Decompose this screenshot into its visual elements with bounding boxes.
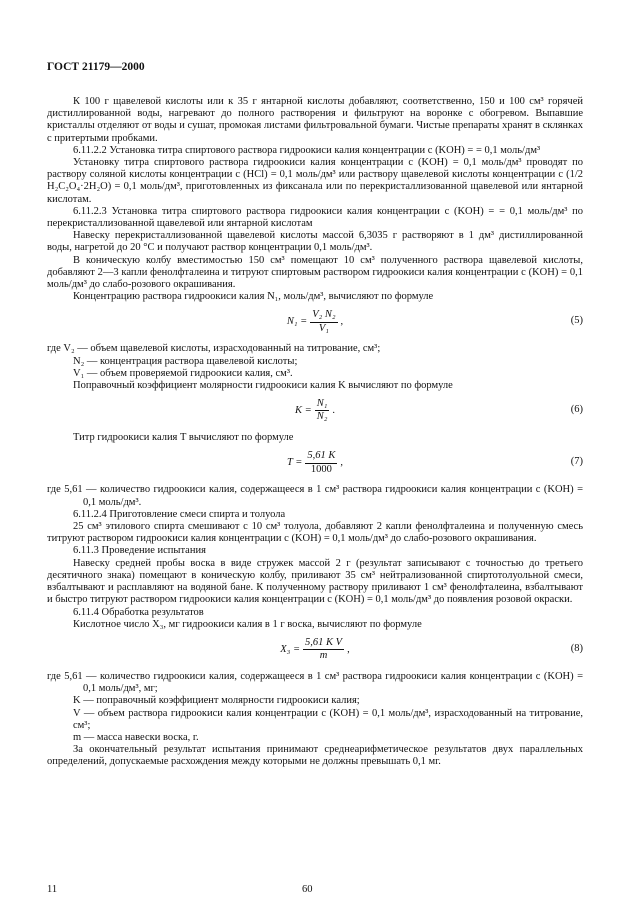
where-line: где V₂ — объем щавелевой кислоты, израсходованный на титрование, см³; bbox=[47, 343, 381, 355]
paragraph: Установку титра спиртового раствора гидроокиси калия концентрации c (KOH) = 0,1 моль/дм³ проводят по раствору соляной кислоты концентрации c (HCl) = 0,1 моль/дм³ или раствору щавелевой кислоты концентрации c (1/2 H₂C₂O₄·2H₂O) = 0,1 моль/дм³, приготовленных из фиксанала или по перекристаллизованной щавелевой или янтарной кислотам. bbox=[47, 157, 583, 205]
where-line: где 5,61 — количество гидроокиси калия, содержащееся в 1 см³ раствора гидроокиси калия концентрации c (KOH) = 0,1 моль/дм³. bbox=[47, 484, 583, 508]
document-header: ГОСТ 21179—2000 bbox=[47, 61, 145, 73]
formula-number: (6) bbox=[570, 404, 583, 416]
section-heading: 6.11.2.4 Приготовление смеси спирта и толуола bbox=[73, 508, 286, 520]
paragraph: Навеску перекристаллизованной щавелевой кислоты массой 6,3035 г растворяют в 1 дм³ дистиллированной воды, нагретой до 20 °С и получают раствор концентрации 0,1 моль/дм³. bbox=[47, 230, 583, 254]
formula-number: (7) bbox=[570, 456, 583, 468]
paragraph: К 100 г щавелевой кислоты или к 35 г янтарной кислоты добавляют, соответственно, 150 и 100 см³ горячей дистиллированной воды, нагревают до полного растворения и фильтруют на воронке с обогревом. Выпавшие кристаллы отделяют от воды и сушат, промокая листами фильтровальной бумаги. Чистые препараты хранят в склянках с притертыми пробками. bbox=[47, 96, 583, 144]
formula-8: X₃ = $\frac{\text{5,61 K V}}{m}$ , (8) bbox=[280, 636, 583, 662]
section-heading: 6.11.3 Проведение испытания bbox=[73, 545, 206, 557]
where-line: где 5,61 — количество гидроокиси калия, содержащееся в 1 см³ раствора гидроокиси калия концентрации c (KOH) = 0,1 моль/дм³, мг; bbox=[47, 670, 583, 695]
paragraph: Навеску средней пробы воска в виде стружек массой 2 г (результат записывают с точностью до третьего десятичного знака) помещают в коническую колбу, приливают 35 см³ нейтрализованной спиртотолуольной смеси, взбалтывают и расплавляют на водяной бане. К полученному раствору приливают 1 см³ фенолфталеина, взбалтывают и быстро титруют раствором гидроокиси калия концентрации c (KOH) = 0,1 моль/дм³ до появления розовой окраски. bbox=[47, 557, 583, 606]
where-line: V₁ — объем проверяемой гидроокиси калия, см³. bbox=[73, 367, 293, 379]
section-heading: 6.11.2.3 Установка титра спиртового раствора гидроокиси калия концентрации c (KOH) = = 0,1 моль/дм³ по перекристаллизованной щавелевой или янтарной кислотам bbox=[47, 205, 583, 230]
formula-6: K = $\frac{\text{N₁}}{\text{N₂}}$ . (6) bbox=[295, 398, 583, 423]
paragraph: Кислотное число X₃, мг гидроокиси калия в 1 г воска, вычисляют по формуле bbox=[73, 618, 422, 630]
page-number: 60 bbox=[302, 884, 313, 895]
where-line: V — объем раствора гидроокиси калия концентрации c (KOH) = 0,1 моль/дм³, израсходованный на титрование, см³; bbox=[73, 707, 583, 731]
page-body bbox=[47, 96, 583, 769]
section-heading: 6.11.2.2 Установка титра спиртового раствора гидроокиси калия концентрации c (KOH) = = 0,1 моль/дм³ bbox=[73, 144, 541, 156]
paragraph: За окончательный результат испытания принимают среднеарифметическое результатов двух параллельных определений, допускаемые расхождения между которыми не должны превышать 0,1 мг. bbox=[47, 744, 583, 768]
paragraph: Титр гидроокиси калия T вычисляют по формуле bbox=[73, 432, 294, 444]
paragraph: Концентрацию раствора гидроокиси калия N₁, моль/дм³, вычисляют по формуле bbox=[73, 291, 434, 303]
footer-left-number: 11 bbox=[47, 884, 58, 895]
where-line: K — поправочный коэффициент молярности гидроокиси калия; bbox=[73, 695, 360, 707]
formula-5: N₁ = $\frac{\text{V₂ N₂}}{\text{V₁}}$ , (5) bbox=[286, 309, 583, 334]
paragraph: 25 см³ этилового спирта смешивают с 10 см³ толуола, добавляют 2 капли фенолфталеина и полученную смесь титруют раствором гидроокиси калия концентрации c (KOH) = 0,1 моль/дм³ до слабо-розового окрашивания. bbox=[47, 521, 583, 545]
formula-number: (5) bbox=[570, 315, 583, 327]
section-heading: 6.11.4 Обработка результатов bbox=[73, 606, 204, 618]
formula-7: T = $\frac{5,61 K}{1000}$ , (7) bbox=[286, 450, 583, 475]
paragraph: В коническую колбу вместимостью 150 см³ помещают 10 см³ полученного раствора щавелевой кислоты, добавляют 2—3 капли фенолфталеина и титруют спиртовым раствором гидроокиси калия концентрации c (KOH) = 0,1 моль/дм³ до слабо-розового окрашивания. bbox=[47, 254, 583, 291]
formula-number: (8) bbox=[570, 642, 583, 654]
where-line: N₂ — концентрация раствора щавелевой кислоты; bbox=[73, 355, 298, 367]
where-line: m — масса навески воска, г. bbox=[73, 731, 199, 743]
paragraph: Поправочный коэффициент молярности гидроокиси калия K вычисляют по формуле bbox=[73, 380, 453, 392]
